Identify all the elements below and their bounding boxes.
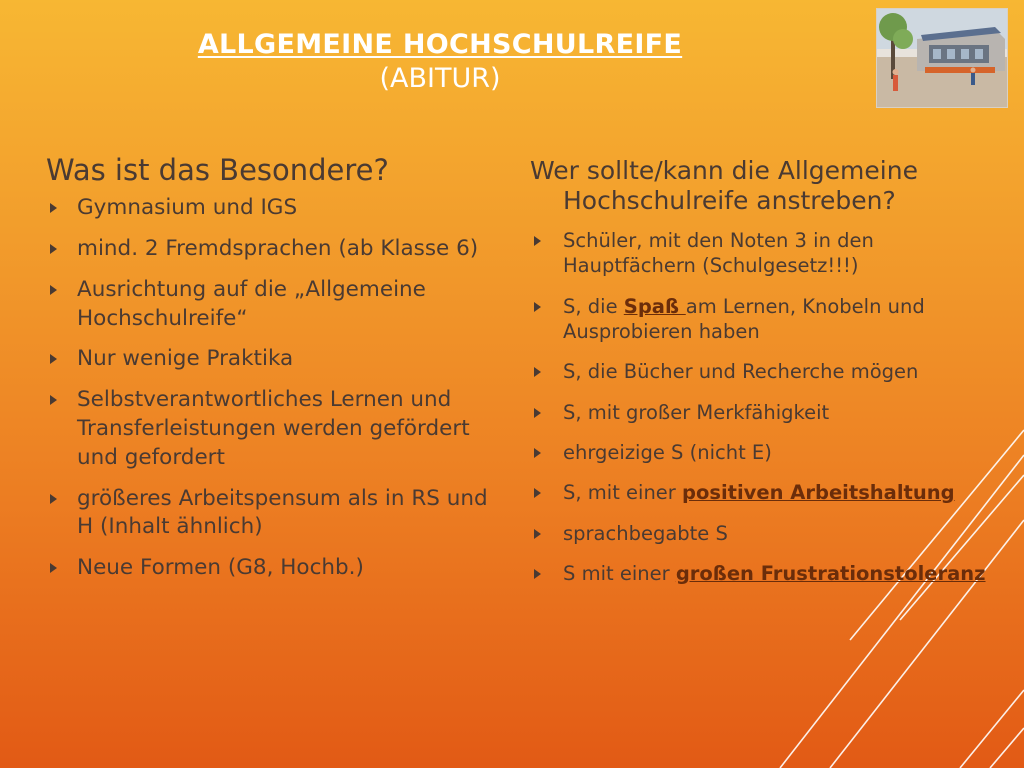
list-item: S, mit großer Merkfähigkeit bbox=[530, 400, 1010, 425]
right-heading-line1: Wer sollte/kann die Allgemeine bbox=[530, 156, 918, 185]
triangle-bullet-icon bbox=[50, 285, 57, 295]
emphasis-spass: Spaß bbox=[623, 294, 686, 318]
right-column bbox=[530, 156, 1010, 601]
title-main: ALLGEMEINE HOCHSCHULREIFE bbox=[197, 29, 683, 60]
triangle-bullet-icon bbox=[534, 529, 541, 539]
right-heading-line2: Hochschulreife anstreben? bbox=[563, 186, 896, 215]
triangle-bullet-icon bbox=[50, 354, 57, 364]
list-item: Neue Formen (G8, Hochb.) bbox=[46, 554, 506, 583]
list-item: sprachbegabte S bbox=[530, 521, 1010, 546]
list-item: Gymnasium und IGS bbox=[46, 194, 506, 223]
triangle-bullet-icon bbox=[534, 302, 541, 312]
triangle-bullet-icon bbox=[50, 203, 57, 213]
list-item: Ausrichtung auf die „Allgemeine Hochschulreife“ bbox=[46, 276, 506, 334]
list-item: Schüler, mit den Noten 3 in den Hauptfächern (Schulgesetz!!!) bbox=[530, 228, 1010, 279]
list-item: Selbstverantwortliches Lernen und Transferleistungen werden gefördert und gefordert bbox=[46, 386, 506, 472]
left-bullet-list bbox=[46, 194, 506, 583]
triangle-bullet-icon bbox=[50, 494, 57, 504]
emphasis-arbeitshaltung: positiven Arbeitshaltung bbox=[682, 481, 955, 505]
title-subtitle: (ABITUR) bbox=[379, 62, 501, 94]
list-item: S, die Spaß am Lernen, Knobeln und Ausprobieren haben bbox=[530, 294, 1010, 345]
triangle-bullet-icon bbox=[534, 488, 541, 498]
list-item: S, mit einer positiven Arbeitshaltung bbox=[530, 480, 1010, 505]
list-item: S mit einer großen Frustrationstoleranz bbox=[530, 561, 1010, 586]
school-painting-image bbox=[876, 8, 1008, 108]
triangle-bullet-icon bbox=[534, 448, 541, 458]
list-item: ehrgeizige S (nicht E) bbox=[530, 440, 1010, 465]
left-heading: Was ist das Besondere? bbox=[46, 153, 389, 187]
list-item: mind. 2 Fremdsprachen (ab Klasse 6) bbox=[46, 235, 506, 264]
triangle-bullet-icon bbox=[534, 569, 541, 579]
triangle-bullet-icon bbox=[50, 563, 57, 573]
slide-title bbox=[160, 28, 720, 96]
right-heading bbox=[530, 156, 1010, 216]
triangle-bullet-icon bbox=[534, 408, 541, 418]
list-item: größeres Arbeitspensum als in RS und H (Inhalt ähnlich) bbox=[46, 485, 506, 543]
list-item: Nur wenige Praktika bbox=[46, 345, 506, 374]
triangle-bullet-icon bbox=[50, 395, 57, 405]
list-item: S, die Bücher und Recherche mögen bbox=[530, 359, 1010, 384]
triangle-bullet-icon bbox=[534, 236, 541, 246]
triangle-bullet-icon bbox=[534, 367, 541, 377]
right-bullet-list bbox=[530, 228, 1010, 586]
triangle-bullet-icon bbox=[50, 244, 57, 254]
emphasis-frustrationstoleranz: großen Frustrationstoleranz bbox=[675, 562, 986, 586]
left-column bbox=[46, 152, 506, 595]
